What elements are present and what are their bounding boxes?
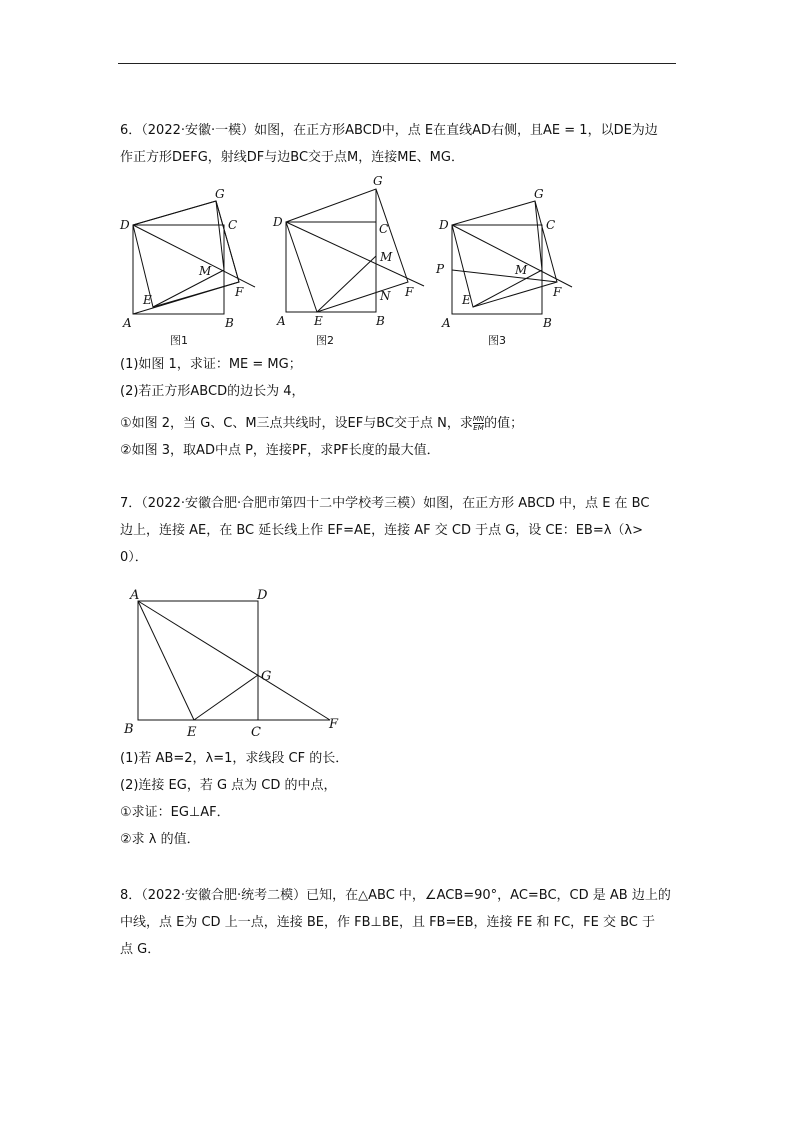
q6-part2: (2)若正方形ABCD的边长为 4， (120, 384, 305, 399)
fig2-label-a: A (277, 314, 286, 328)
q8-line3: 点 G． (120, 942, 161, 957)
q6-line1: 6．（2022·安徽·一模）如图，在正方形ABCD中，点 E在直线AD右侧，且AE = 1，以DE为边 (120, 123, 658, 138)
fig2-label-f: F (405, 285, 414, 299)
fig3-label-a: A (442, 316, 451, 330)
fig3-label-p: P (436, 262, 445, 276)
fig1-caption: 图1 (170, 334, 188, 347)
fig2-label-m: M (380, 250, 393, 264)
fig3-segment-pf (452, 270, 557, 282)
q7-label-c: C (251, 725, 261, 740)
q6-fraction-mn-em (473, 415, 484, 432)
fig2-segment-me (317, 256, 376, 312)
q7-part2-1: ①求证：EG⊥AF． (120, 805, 230, 820)
q6-part2-1-text-a: ①如图 2，当 G、C、M三点共线时，设EF与BC交于点 N，求 (120, 416, 473, 431)
fig1-label-g: G (215, 187, 225, 201)
fig3-label-g: G (534, 187, 544, 201)
fig3-label-e: E (462, 293, 471, 307)
q6-part2-1 (120, 411, 523, 437)
fig3-caption: 图3 (488, 334, 506, 347)
fig3-ray-df (452, 225, 572, 287)
q7-label-f: F (329, 717, 339, 732)
fig1-label-a: A (123, 316, 132, 330)
fig3-segment-mg (535, 201, 542, 270)
q6-part1: (1)如图 1，求证：ME = MG； (120, 357, 302, 372)
q6-part2-2: ②如图 3，取AD中点 P，连接PF，求PF长度的最大值． (120, 443, 440, 458)
q7-label-a: A (130, 588, 140, 603)
q6-figure-3 (435, 187, 572, 347)
fig1-label-c: C (228, 218, 238, 232)
q7-figure (123, 588, 339, 740)
fig1-label-d: D (120, 218, 130, 232)
fig3-label-f: F (553, 285, 562, 299)
fig3-square-defg (452, 201, 557, 307)
q7-label-g: G (261, 669, 272, 684)
q7-line2: 边上，连接 AE，在 BC 延长线上作 EF=AE，连接 AF 交 CD 于点 G，设 CE：EB=λ（λ> (120, 523, 644, 538)
fig2-label-c: C (379, 222, 389, 236)
fig2-label-n: N (380, 289, 391, 303)
q6-fraction-numerator: MN (472, 415, 485, 423)
fig2-label-b: B (376, 314, 385, 328)
q6-line2: 作正方形DEFG，射线DF与边BC交于点M，连接ME、MG． (120, 150, 464, 165)
q6-figure-1 (119, 187, 255, 347)
fig3-label-m: M (515, 263, 528, 277)
fig2-label-g: G (373, 174, 383, 188)
q6-figure-2 (272, 174, 424, 347)
fig2-label-e: E (314, 314, 323, 328)
fig3-segment-me (473, 270, 542, 307)
q8-line2: 中线，点 E为 CD 上一点，连接 BE，作 FB⊥BE，且 FB=EB，连接 FE 和 FC，FE 交 BC 于 (120, 915, 655, 930)
fig2-label-d: D (273, 215, 283, 229)
fig3-label-c: C (546, 218, 556, 232)
q7-segment-af (138, 601, 330, 720)
q7-part2: (2)连接 EG，若 G 点为 CD 的中点， (120, 778, 337, 793)
fig3-label-b: B (543, 316, 552, 330)
q7-label-d: D (257, 588, 268, 603)
q7-label-b: B (124, 722, 134, 737)
q6-part2-1-text-b: 的值； (484, 416, 524, 431)
q7-part2-2: ②求 λ 的值． (120, 832, 200, 847)
fig1-square-defg-full (133, 201, 239, 307)
q7-square-abcd (138, 601, 258, 720)
q7-line1: 7．（2022·安徽合肥·合肥市第四十二中学校考三模）如图，在正方形 ABCD 中，点 E 在 BC (120, 496, 650, 511)
fig1-ray-df (133, 225, 255, 287)
fig1-label-b: B (225, 316, 234, 330)
fig3-label-d: D (439, 218, 449, 232)
q7-line3: 0）． (120, 550, 148, 565)
fig1-segment-mg (216, 201, 224, 270)
fig1-label-m: M (199, 264, 212, 278)
q7-segment-eg (194, 675, 258, 720)
fig2-caption: 图2 (316, 334, 334, 347)
q7-label-e: E (187, 725, 197, 740)
fig1-segment-me (153, 270, 224, 307)
fig1-label-f: F (235, 285, 244, 299)
fig1-label-e: E (143, 293, 152, 307)
q6-fraction-denominator: EM (473, 424, 484, 432)
q8-line1: 8．（2022·安徽合肥·统考二模）已知，在△ABC 中，∠ACB=90°，AC=BC，CD 是 AB 边上的 (120, 888, 671, 903)
q7-part1: (1)若 AB=2，λ=1，求线段 CF 的长． (120, 751, 349, 766)
